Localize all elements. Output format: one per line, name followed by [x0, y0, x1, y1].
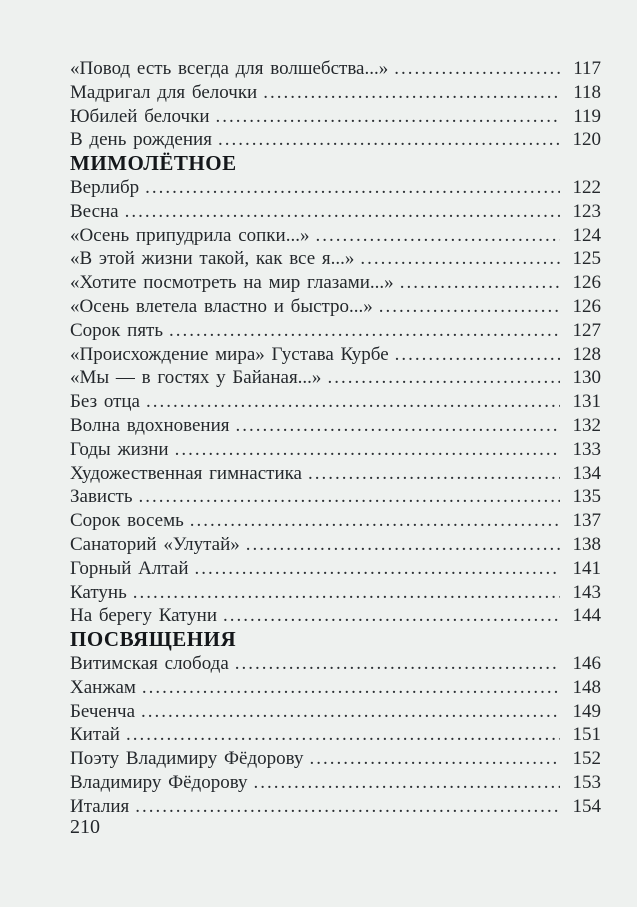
toc-entry-page: 123 [572, 200, 601, 222]
toc-entry-page: 132 [572, 414, 601, 436]
toc-entry-title: Весна [70, 200, 119, 222]
toc-entry [70, 438, 601, 462]
toc-entry [70, 652, 601, 676]
dot-leader [133, 581, 560, 605]
dot-leader [254, 771, 560, 795]
toc-entry-page: 152 [572, 748, 601, 770]
toc-entry-title: На берегу Катуни [70, 605, 217, 627]
toc-entry-page: 134 [572, 462, 601, 484]
toc-entry [70, 676, 601, 700]
toc-entry-page: 143 [572, 581, 601, 603]
toc-entry-title: «В этой жизни такой, как все я...» [70, 248, 355, 270]
toc-entry-title: Владимиру Фёдорову [70, 771, 248, 793]
toc-entry-page: 144 [572, 605, 601, 627]
toc-entry [70, 319, 601, 343]
dot-leader [175, 438, 560, 462]
toc-entry-title: «Происхождение мира» Густава Курбе [70, 343, 389, 365]
toc-entry-title: Ханжам [70, 676, 136, 698]
toc-entry [70, 366, 601, 390]
dot-leader [395, 343, 560, 367]
toc-entry-page: 122 [572, 176, 601, 198]
toc-entry-page: 120 [572, 129, 601, 151]
dot-leader [135, 795, 560, 819]
toc-entry-page: 128 [572, 343, 601, 365]
toc-entry-title: «Хотите посмотреть на мир глазами...» [70, 272, 394, 294]
dot-leader [195, 557, 560, 581]
dot-leader [246, 533, 560, 557]
toc-entry [70, 105, 601, 129]
toc-entry [70, 176, 601, 200]
toc-entry-title: «Осень влетела властно и быстро...» [70, 295, 373, 317]
toc-entry-page: 148 [572, 676, 601, 698]
toc-entry-title: Сорок пять [70, 319, 164, 341]
toc-entry-page: 137 [572, 510, 601, 532]
toc-section-header: МИМОЛЁТНОЕ [70, 151, 237, 176]
dot-leader [141, 700, 560, 724]
toc-entry-title: Италия [70, 795, 130, 817]
dot-leader [235, 414, 560, 438]
toc-entry-page: 133 [572, 438, 601, 460]
toc-entry [70, 485, 601, 509]
toc-list [70, 57, 601, 819]
toc-entry-page: 135 [572, 486, 601, 508]
toc-entry-page: 154 [572, 795, 601, 817]
toc-entry-page: 124 [572, 224, 601, 246]
toc-entry-title: Санаторий «Улутай» [70, 533, 240, 555]
dot-leader [139, 485, 561, 509]
dot-leader [145, 176, 560, 200]
dot-leader [327, 366, 560, 390]
toc-entry-page: 153 [572, 771, 601, 793]
toc-entry [70, 509, 601, 533]
dot-leader [142, 676, 560, 700]
toc-entry-page: 126 [572, 272, 601, 294]
toc-entry [70, 247, 601, 271]
toc-entry-title: Витимская слобода [70, 652, 229, 674]
toc-entry-title: «Осень припудрила сопки...» [70, 224, 310, 246]
toc-section-header: ПОСВЯЩЕНИЯ [70, 627, 237, 652]
toc-entry-title: Китай [70, 724, 120, 746]
toc-entry-page: 138 [572, 533, 601, 555]
toc-entry-page: 131 [572, 391, 601, 413]
toc-entry [70, 747, 601, 771]
dot-leader [379, 295, 560, 319]
toc-entry [70, 81, 601, 105]
toc-entry-title: Поэту Владимиру Фёдорову [70, 748, 304, 770]
toc-entry-page: 118 [573, 81, 601, 103]
toc-entry [70, 557, 601, 581]
toc-entry [70, 224, 601, 248]
dot-leader [125, 200, 560, 224]
toc-entry [70, 533, 601, 557]
toc-entry [70, 271, 601, 295]
dot-leader [146, 390, 560, 414]
toc-entry-title: Верлибр [70, 176, 140, 198]
dot-leader [360, 247, 560, 271]
toc-entry [70, 700, 601, 724]
toc-entry-page: 125 [572, 248, 601, 270]
toc-entry-title: Художественная гимнастика [70, 462, 302, 484]
toc-entry-page: 127 [572, 319, 601, 341]
toc-entry [70, 390, 601, 414]
toc-entry-title: Юбилей белочки [70, 105, 210, 127]
dot-leader [235, 652, 560, 676]
toc-entry [70, 200, 601, 224]
toc-entry [70, 771, 601, 795]
toc-entry-title: Без отца [70, 391, 140, 413]
toc-entry [70, 128, 601, 152]
toc-entry-page: 146 [572, 652, 601, 674]
toc-entry-page: 149 [572, 700, 601, 722]
toc-entry-title: Зависть [70, 486, 133, 508]
toc-entry-title: «Повод есть всегда для волшебства...» [70, 58, 389, 79]
dot-leader [169, 319, 560, 343]
toc-entry-page: 126 [572, 295, 601, 317]
toc-entry [70, 462, 601, 486]
toc-entry-title: Беченча [70, 700, 136, 722]
toc-entry-page: 141 [572, 557, 601, 579]
toc-entry [70, 604, 601, 628]
dot-leader [308, 462, 560, 486]
dot-leader [218, 128, 560, 152]
toc-entry [70, 414, 601, 438]
toc-entry-title: Катунь [70, 581, 127, 603]
toc-entry [70, 581, 601, 605]
toc-entry-title: В день рождения [70, 129, 212, 151]
toc-entry [70, 343, 601, 367]
toc-entry-title: Сорок восемь [70, 510, 184, 532]
toc-entry [70, 295, 601, 319]
dot-leader [315, 224, 560, 248]
dot-leader [400, 271, 560, 295]
dot-leader [190, 509, 560, 533]
toc-entry-page: 119 [573, 105, 601, 127]
toc-entry [70, 795, 601, 819]
dot-leader [263, 81, 560, 105]
toc-entry [70, 723, 601, 747]
toc-entry [70, 57, 601, 81]
toc-entry-title: Волна вдохновения [70, 414, 230, 436]
toc-entry-title: Годы жизни [70, 438, 169, 460]
toc-entry-page: 117 [573, 58, 601, 79]
toc-entry-title: «Мы — в гостях у Байаная...» [70, 367, 322, 389]
dot-leader [126, 723, 560, 747]
page-number: 210 [70, 816, 100, 838]
dot-leader [394, 57, 560, 81]
toc-entry-page: 130 [572, 367, 601, 389]
toc-entry-page: 151 [572, 724, 601, 746]
dot-leader [309, 747, 560, 771]
dot-leader [216, 105, 561, 129]
toc-entry-title: Горный Алтай [70, 557, 189, 579]
toc-entry-title: Мадригал для белочки [70, 81, 258, 103]
dot-leader [223, 604, 560, 628]
